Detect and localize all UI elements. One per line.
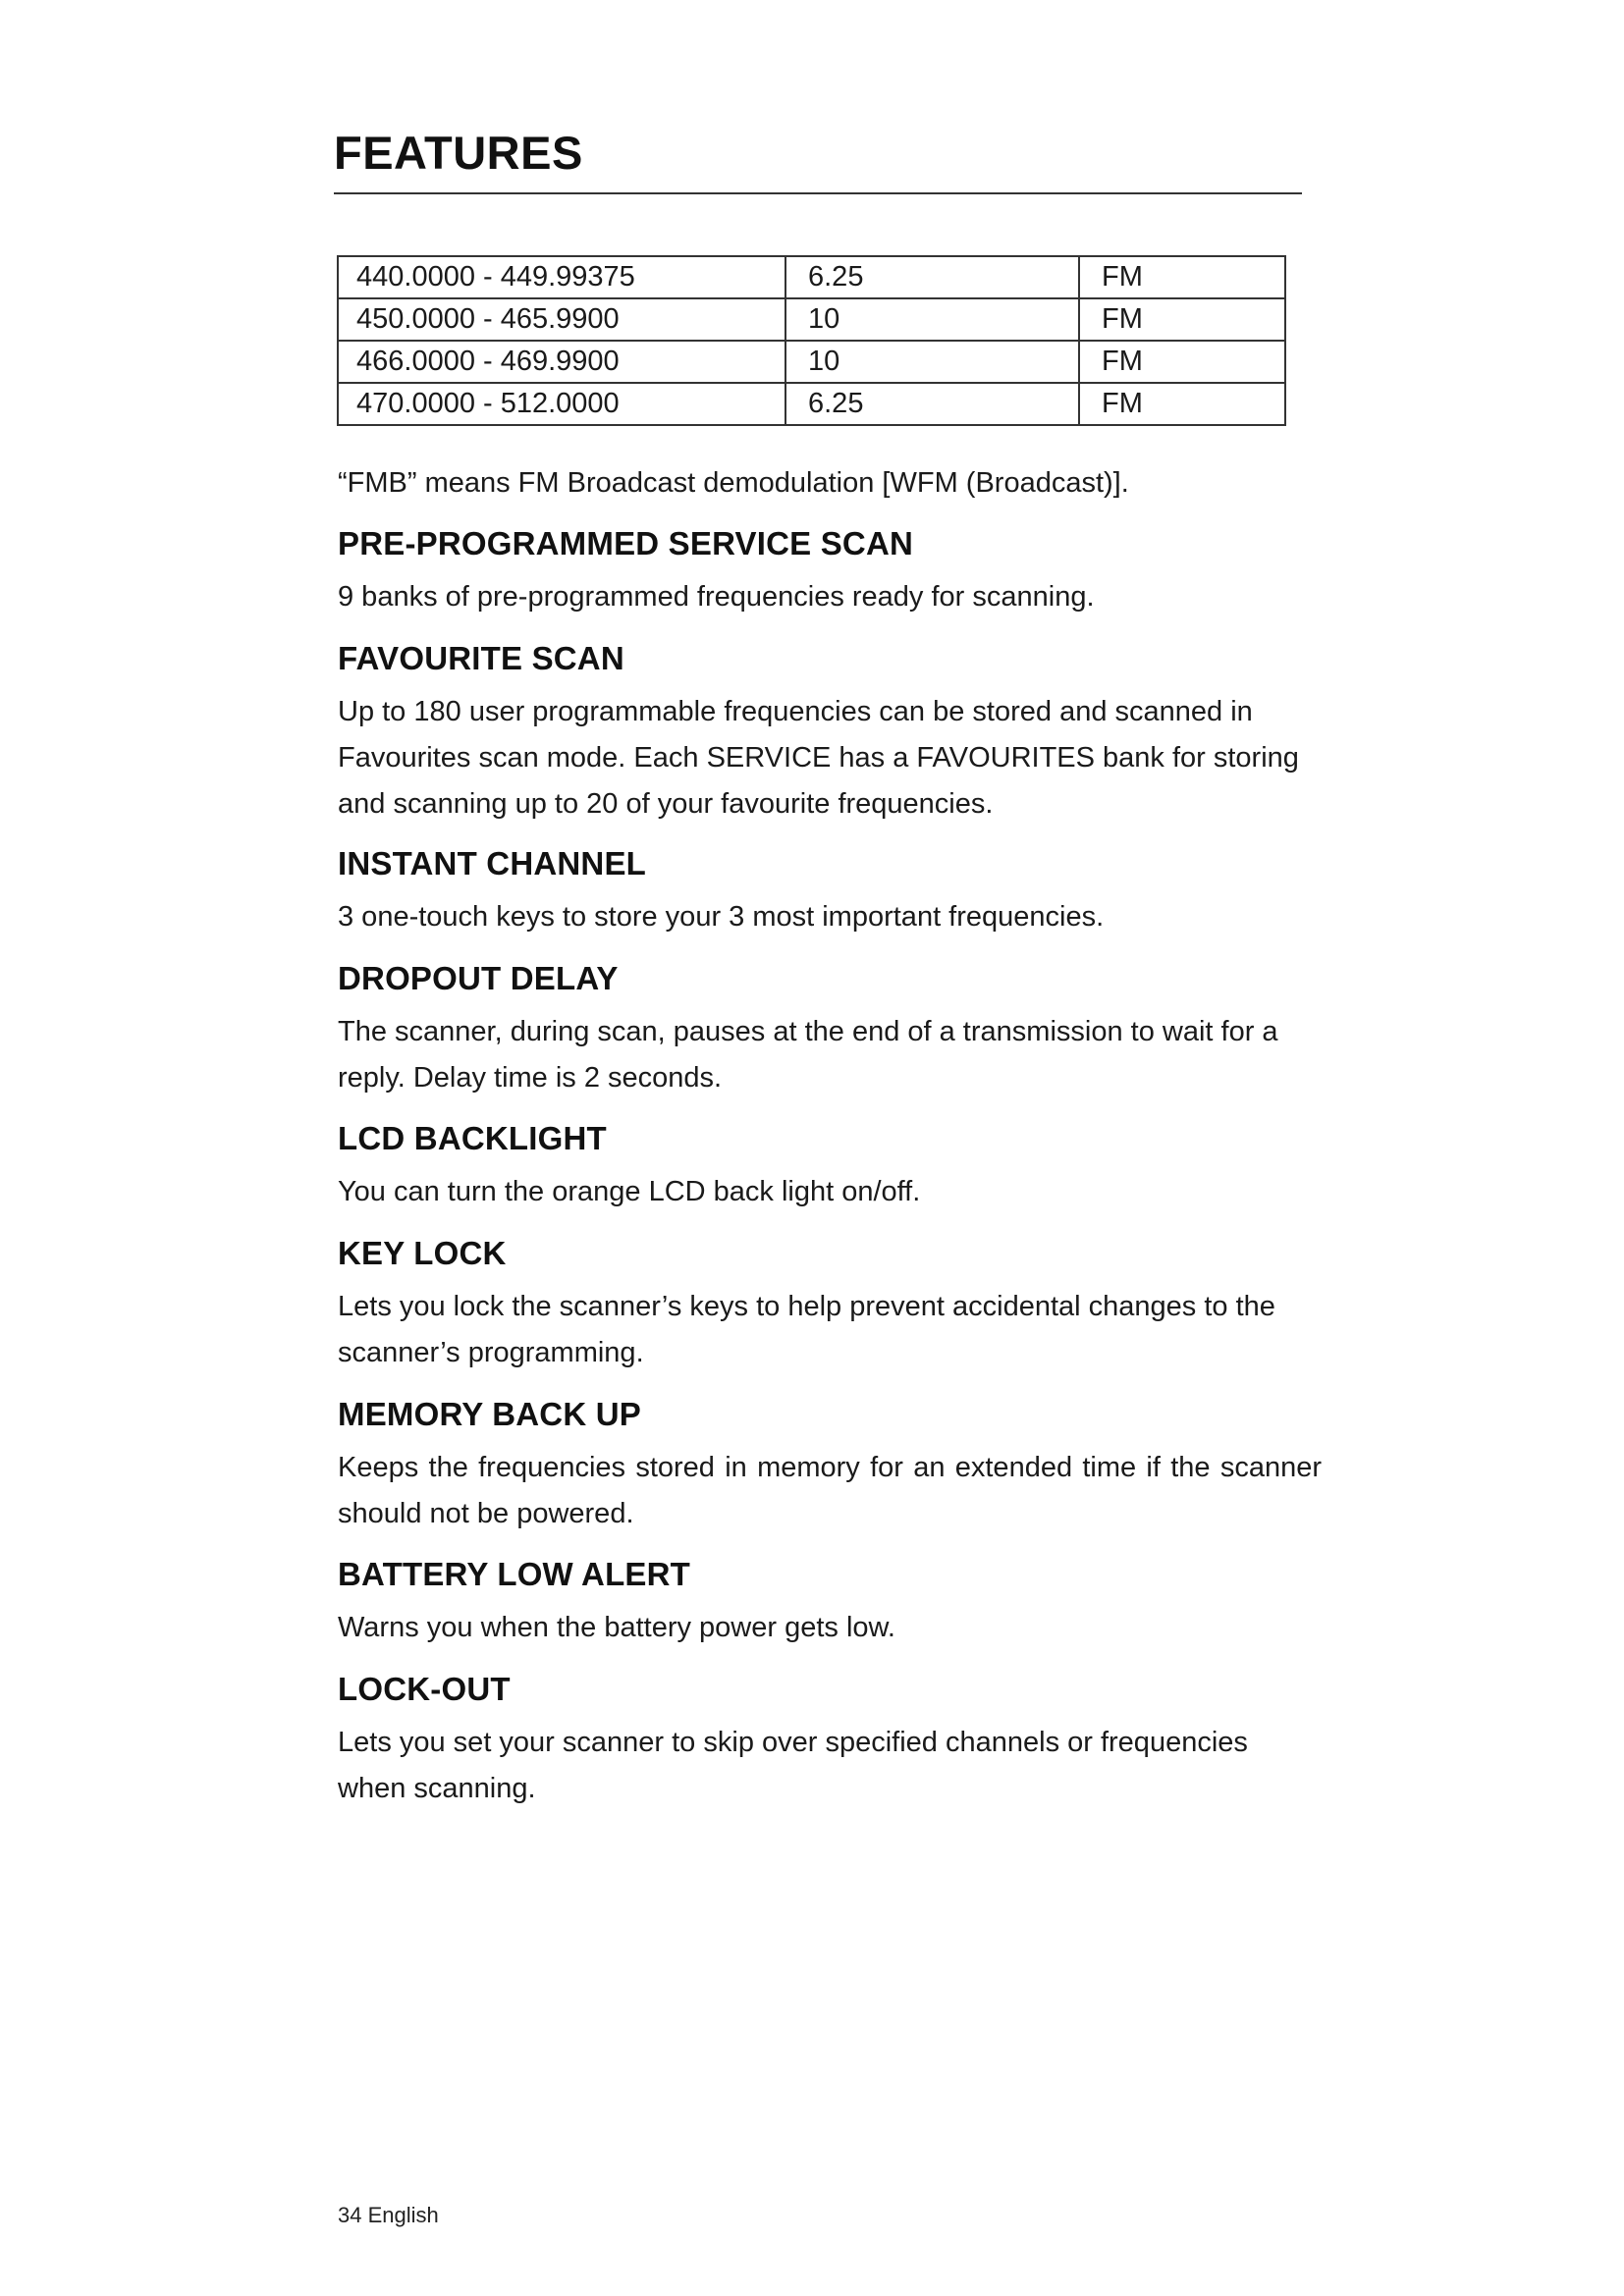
section-battery-low-alert xyxy=(338,1556,1322,1651)
page-title: FEATURES xyxy=(334,127,583,179)
section-body: Lets you lock the scanner’s keys to help prevent accidental changes to the scanner’s programming. xyxy=(338,1291,1275,1368)
section-heading: DROPOUT DELAY xyxy=(338,960,619,996)
section-body: The scanner, during scan, pauses at the end of a transmission to wait for a reply. Delay time is 2 seconds. xyxy=(338,1016,1278,1094)
table-row xyxy=(338,298,1285,341)
mode-cell: FM xyxy=(1079,256,1285,298)
frequency-range-cell: 466.0000 - 469.9900 xyxy=(338,341,785,383)
step-cell: 6.25 xyxy=(785,256,1079,298)
page-footer: 34 English xyxy=(338,2203,439,2227)
table-row xyxy=(338,256,1285,298)
frequency-range-cell: 470.0000 - 512.0000 xyxy=(338,383,785,425)
section-key-lock xyxy=(338,1235,1322,1376)
section-instant-channel xyxy=(338,845,1322,940)
section-memory-back-up xyxy=(338,1396,1322,1537)
section-body: Keeps the frequencies stored in memory for an extended time if the scanner should not be powered. xyxy=(338,1452,1322,1529)
section-body: Warns you when the battery power gets low. xyxy=(338,1612,895,1643)
step-cell: 10 xyxy=(785,298,1079,341)
step-cell: 6.25 xyxy=(785,383,1079,425)
section-heading: INSTANT CHANNEL xyxy=(338,845,647,881)
mode-cell: FM xyxy=(1079,298,1285,341)
section-body: 3 one-touch keys to store your 3 most important frequencies. xyxy=(338,901,1105,933)
section-dropout-delay xyxy=(338,960,1322,1101)
mode-cell: FM xyxy=(1079,341,1285,383)
section-body: 9 banks of pre-programmed frequencies ready for scanning. xyxy=(338,581,1095,613)
section-lcd-backlight xyxy=(338,1120,1322,1215)
section-heading: KEY LOCK xyxy=(338,1235,507,1271)
section-heading: LCD BACKLIGHT xyxy=(338,1120,607,1156)
section-heading: FAVOURITE SCAN xyxy=(338,640,624,676)
section-favourite-scan xyxy=(338,640,1322,828)
section-body: You can turn the orange LCD back light on/off. xyxy=(338,1176,921,1207)
frequency-range-cell: 450.0000 - 465.9900 xyxy=(338,298,785,341)
section-body: Lets you set your scanner to skip over specified channels or frequencies when scanning. xyxy=(338,1727,1248,1804)
section-body: Up to 180 user programmable frequencies can be stored and scanned in Favourites scan mode. Each SERVICE has a FAVOURITES bank for storing and scanning up to 20 of your favourite frequencies. xyxy=(338,696,1299,820)
fmb-note: “FMB” means FM Broadcast demodulation [WFM (Broadcast)]. xyxy=(338,467,1129,499)
step-cell: 10 xyxy=(785,341,1079,383)
frequency-range-cell: 440.0000 - 449.99375 xyxy=(338,256,785,298)
section-lock-out xyxy=(338,1671,1322,1812)
mode-cell: FM xyxy=(1079,383,1285,425)
frequency-table xyxy=(337,255,1286,426)
table-row xyxy=(338,383,1285,425)
section-heading: BATTERY LOW ALERT xyxy=(338,1556,691,1592)
title-divider xyxy=(334,192,1302,194)
section-heading: MEMORY BACK UP xyxy=(338,1396,641,1432)
table-row xyxy=(338,341,1285,383)
section-heading: LOCK-OUT xyxy=(338,1671,511,1707)
section-pre-programmed-service-scan xyxy=(338,525,1322,620)
section-heading: PRE-PROGRAMMED SERVICE SCAN xyxy=(338,525,914,561)
